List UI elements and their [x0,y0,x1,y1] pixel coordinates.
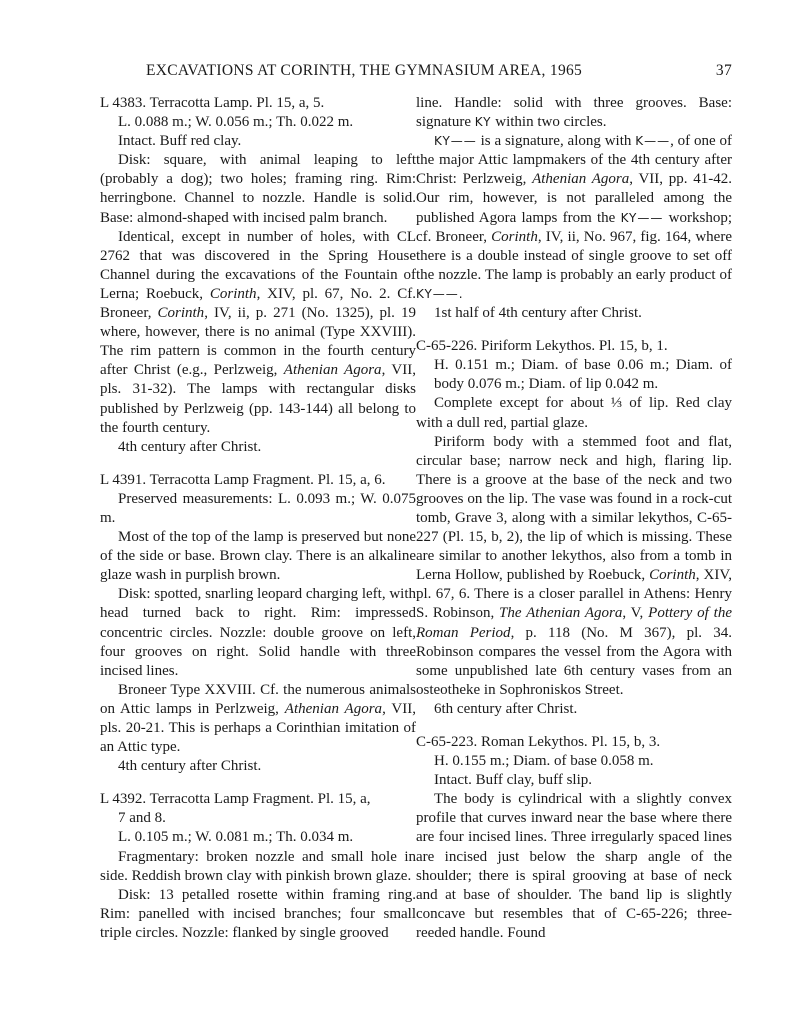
entry-description: Piriform body with a stemmed foot and flat, circular base; narrow neck and high, flaring lip. There is a groove at the base of the neck and two grooves on the lip. The vase was found in a rock-cut tomb, Grave 3, along with a similar lekythos, C-65-227 (Pl. 15, b, 2), the lip of which is missing. These are similar to another lekythos, also from a tomb in Lerna Hollow, published by Roebuck, Corinth, XIV, pl. 67, 6. There is a closer parallel in Athens: Henry S. Robinson, The Athenian Agora, V, Pottery of the Roman Period, p. 118 (No. M 367), pl. 34. Robinson compares the vessel from the Agora with some unpublished late 6th century vases from an osteotheke in Sophroniskos Street. [416,433,732,698]
entry-description: The body is cylindrical with a slightly convex profile that curves inward near the base where there are four incised lines. Three irregularly spaced lines are incised just below the sharp angle of the shoulder; there is spiral grooving at base of neck and at base of shoulder. The band lip is slightly concave but resembles that of C-65-226; three-reeded handle. Found [416,791,732,941]
signature-ky-dash: KY—— [620,210,664,225]
entry-date: 4th century after Christ. [118,758,262,775]
entry-measurements: H. 0.155 m.; Diam. of base 0.058 m. [434,753,654,770]
entry-heading-continued: 7 and 8. [118,810,166,827]
entry-condition: Intact. Buff red clay. [118,133,242,150]
signature-ky-dash-end: KY——. [416,286,464,301]
entry-condition: Complete except for about ⅓ of lip. Red clay with a dull red, partial glaze. [416,395,732,431]
entry-heading-l4391: L 4391. Terracotta Lamp Fragment. Pl. 15, a, 6. [100,471,386,488]
signature-ky-dash: KY—— [434,134,477,149]
left-column [100,94,416,943]
running-header [112,62,732,82]
right-column [416,94,732,943]
signature-k-dash: K—— [635,134,671,149]
entry-description-continued: line. Handle: solid with three grooves. Base: signature KY within two circles. [416,95,732,131]
entry-description: Disk: spotted, snarling leopard charging left, with head turned back to right. Rim: impressed concentric circles. Nozzle: double groove on left, four grooves on right. Solid handle with three incised lines. [100,586,417,679]
entry-condition: Fragmentary: broken nozzle and small hole in side. Reddish brown clay with pinkish brown glaze. [100,848,416,884]
signature-ky: KY [474,115,492,130]
entry-measurements: H. 0.151 m.; Diam. of base 0.06 m.; Diam. of body 0.076 m.; Diam. of lip 0.042 m. [434,357,732,393]
entry-commentary: Identical, except in number of holes, with CL 2762 that was discovered in the Spring House Channel during the excavations of the Fountain of Lerna; Roebuck, Corinth, XIV, pl. 67, No. 2. Cf. Broneer, Corinth, IV, ii, p. 271 (No. 1325), pl. 19 where, however, there is no animal (Type XXVIII). The rim pattern is common in the fourth century after Christ (e.g., Perlzweig, Athenian Agora, VII, pls. 31-32). The lamps with rectangular disks published by Perlzweig (pp. 143-144) all belong to the fourth century. [100,228,416,436]
entry-condition: Most of the top of the lamp is preserved but none of the side or base. Brown clay. There is an alkaline glaze wash in purplish brown. [100,529,416,584]
entry-measurements: L. 0.105 m.; W. 0.081 m.; Th. 0.034 m. [118,829,354,846]
entry-measurements: Preserved measurements: L. 0.093 m.; W. 0.075 m. [100,490,416,526]
entry-date: 4th century after Christ. [118,438,262,455]
entry-date: 6th century after Christ. [434,700,578,717]
entry-heading-l4383: L 4383. Terracotta Lamp. Pl. 15, a, 5. [100,95,325,111]
entry-date: 1st half of 4th century after Christ. [434,305,642,322]
entry-measurements: L. 0.088 m.; W. 0.056 m.; Th. 0.022 m. [118,114,354,131]
running-title: EXCAVATIONS AT CORINTH, THE GYMNASIUM AREA, 1965 [146,62,583,79]
entry-heading-c65226: C-65-226. Piriform Lekythos. Pl. 15, b, 1. [416,338,668,355]
entry-heading-l4392: L 4392. Terracotta Lamp Fragment. Pl. 15, a, [100,791,371,808]
entry-heading-c65223: C-65-223. Roman Lekythos. Pl. 15, b, 3. [416,734,661,750]
entry-description: Disk: square, with animal leaping to left (probably a dog); two holes; framing ring. Rim: herringbone. Channel to nozzle. Handle is solid. Base: almond-shaped with incised palm branch. [100,152,416,226]
entry-commentary: KY—— is a signature, along with K——, of one of the major Attic lampmakers of the 4th century after Christ: Perlzweig, Athenian Agora, VII, pp. 41-42. Our rim, however, is not paralleled among the published Agora lamps from the KY—— workshop; cf. Broneer, Corinth, IV, ii, No. 967, fig. 164, where there is a double instead of single groove to set off the nozzle. The lamp is probably an early product of KY——. [416,133,733,301]
page-number: 37 [715,62,732,79]
entry-description: Disk: 13 petalled rosette within framing ring. Rim: panelled with incised branches; four small triple circles. Nozzle: flanked by single grooved [100,886,416,941]
entry-condition: Intact. Buff clay, buff slip. [434,772,593,789]
entry-commentary: Broneer Type XXVIII. Cf. the numerous animals on Attic lamps in Perlzweig, Athenian Agora, VII, pls. 20-21. This is perhaps a Corinthian imitation of an Attic type. [100,681,416,756]
